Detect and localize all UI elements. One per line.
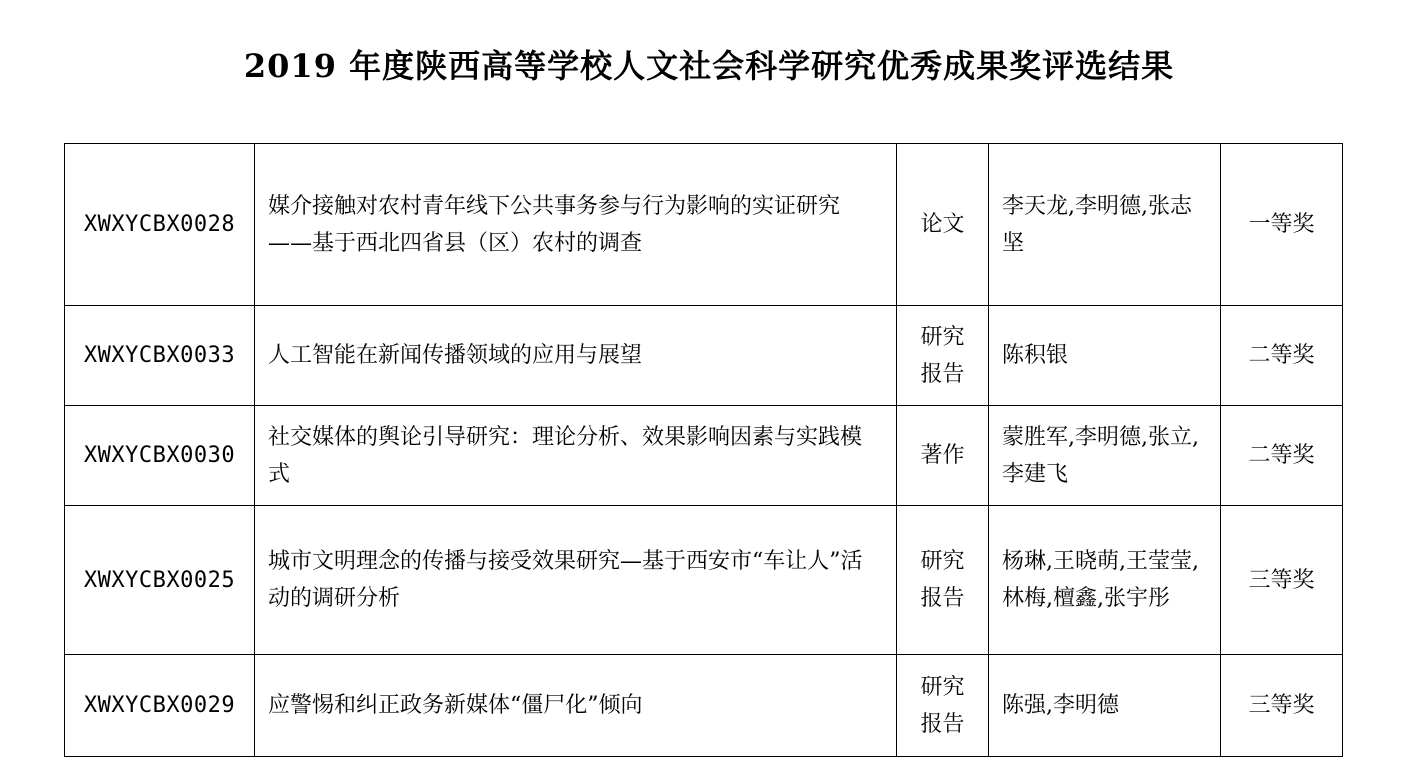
result-code: XWXYCBX0030 (65, 406, 255, 506)
result-award: 三等奖 (1221, 655, 1343, 757)
result-type (897, 144, 989, 306)
result-authors: 陈强,李明德 (989, 655, 1221, 757)
result-type-text: 论文 (920, 212, 965, 237)
result-type-text: 研究报告 (920, 324, 965, 387)
result-code: XWXYCBX0028 (65, 144, 255, 306)
result-award: 二等奖 (1221, 306, 1343, 406)
result-type-text: 研究报告 (920, 549, 965, 611)
table-row (65, 144, 1343, 306)
result-type-text: 著作 (920, 443, 965, 468)
result-title: 人工智能在新闻传播领域的应用与展望 (255, 306, 897, 406)
result-authors: 李天龙,李明德,张志坚 (989, 144, 1221, 306)
result-award: 一等奖 (1221, 144, 1343, 306)
result-code: XWXYCBX0033 (65, 306, 255, 406)
result-title: 媒介接触对农村青年线下公共事务参与行为影响的实证研究——基于西北四省县（区）农村的调查 (255, 144, 897, 306)
result-type (897, 306, 989, 406)
result-award: 二等奖 (1221, 406, 1343, 506)
result-authors: 杨琳,王晓萌,王莹莹,林梅,檀鑫,张宇彤 (989, 506, 1221, 655)
table-row (65, 406, 1343, 506)
result-authors: 陈积银 (989, 306, 1221, 406)
table-row (65, 306, 1343, 406)
result-code: XWXYCBX0025 (65, 506, 255, 655)
table-row (65, 506, 1343, 655)
result-authors: 蒙胜军,李明德,张立,李建飞 (989, 406, 1221, 506)
result-type (897, 406, 989, 506)
result-type-text: 研究报告 (920, 674, 965, 737)
result-award: 三等奖 (1221, 506, 1343, 655)
result-title: 城市文明理念的传播与接受效果研究—基于西安市“车让人”活动的调研分析 (255, 506, 897, 655)
result-title: 应警惕和纠正政务新媒体“僵尸化”倾向 (255, 655, 897, 757)
results-table (64, 143, 1343, 757)
result-type (897, 506, 989, 655)
result-title: 社交媒体的舆论引导研究：理论分析、效果影响因素与实践模式 (255, 406, 897, 506)
result-type (897, 655, 989, 757)
result-code: XWXYCBX0029 (65, 655, 255, 757)
page-title: 2019 年度陕西高等学校人文社会科学研究优秀成果奖评选结果 (243, 47, 1175, 85)
table-row (65, 655, 1343, 757)
